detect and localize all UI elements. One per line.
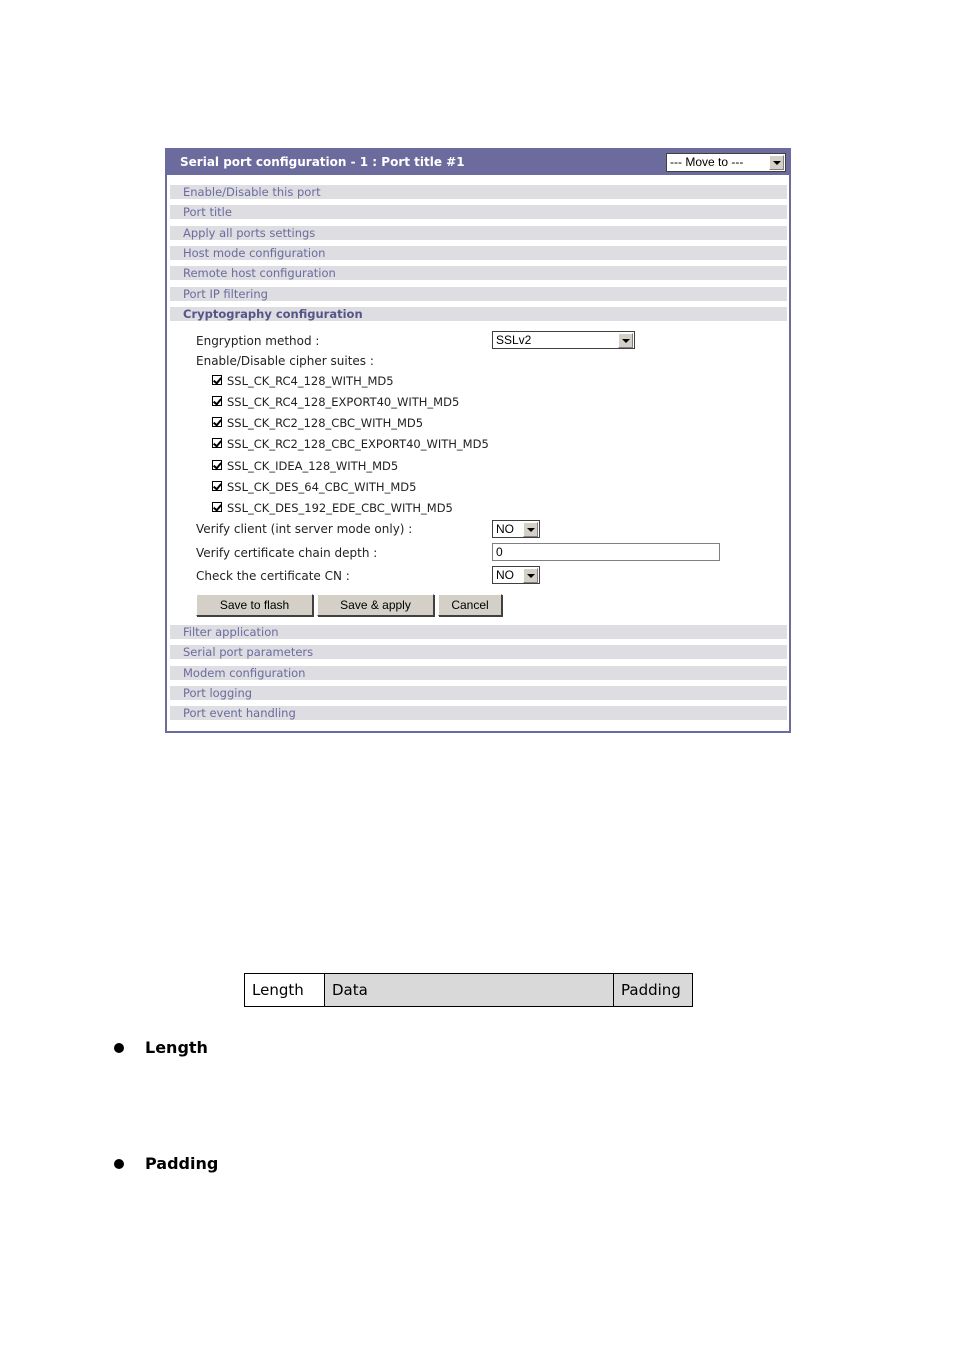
section-host-mode[interactable]: Host mode configuration	[170, 246, 787, 260]
cipher-label: SSL_CK_IDEA_128_WITH_MD5	[227, 459, 399, 473]
verify-client-value: NO	[496, 522, 514, 536]
verify-client-label: Verify client (int server mode only) :	[196, 522, 413, 536]
bullet-term-padding: Padding	[145, 1154, 219, 1173]
cipher-checkbox[interactable]	[212, 502, 222, 512]
serial-port-config-panel	[165, 148, 791, 733]
chevron-down-icon[interactable]	[618, 333, 633, 348]
section-serial-port-parameters[interactable]: Serial port parameters	[170, 645, 787, 659]
panel-title-bar	[167, 150, 789, 175]
save-and-apply-button[interactable]: Save & apply	[317, 594, 434, 616]
move-to-value: --- Move to ---	[670, 155, 744, 169]
section-apply-all-ports[interactable]: Apply all ports settings	[170, 226, 787, 240]
panel-title: Serial port configuration - 1 : Port title #1	[180, 155, 465, 169]
cipher-checkbox[interactable]	[212, 375, 222, 385]
encryption-method-label: Engryption method :	[196, 334, 320, 348]
chevron-down-icon[interactable]	[523, 522, 538, 537]
chain-depth-label: Verify certificate chain depth :	[196, 546, 378, 560]
cipher-suites-label: Enable/Disable cipher suites :	[196, 354, 374, 368]
frame-length-cell: Length	[245, 974, 325, 1007]
save-to-flash-button[interactable]: Save to flash	[196, 594, 313, 616]
frame-format-table	[244, 973, 693, 1007]
section-modem-configuration[interactable]: Modem configuration	[170, 666, 787, 680]
chain-depth-input[interactable]: 0	[492, 543, 720, 561]
chevron-down-icon[interactable]	[523, 568, 538, 583]
section-port-event-handling[interactable]: Port event handling	[170, 706, 787, 720]
cipher-checkbox[interactable]	[212, 396, 222, 406]
section-port-title[interactable]: Port title	[170, 205, 787, 219]
cipher-checkbox[interactable]	[212, 460, 222, 470]
section-port-ip-filtering[interactable]: Port IP filtering	[170, 287, 787, 301]
section-filter-application[interactable]: Filter application	[170, 625, 787, 639]
verify-client-select[interactable]	[492, 520, 540, 538]
encryption-method-select[interactable]	[492, 331, 635, 349]
cancel-button[interactable]: Cancel	[438, 594, 502, 616]
section-cryptography[interactable]: Cryptography configuration	[170, 307, 787, 321]
chevron-down-icon[interactable]	[769, 155, 784, 170]
cipher-label: SSL_CK_DES_64_CBC_WITH_MD5	[227, 480, 417, 494]
cipher-checkbox[interactable]	[212, 481, 222, 491]
section-port-logging[interactable]: Port logging	[170, 686, 787, 700]
bullet-icon	[114, 1043, 124, 1053]
cipher-checkbox[interactable]	[212, 438, 222, 448]
cipher-label: SSL_CK_RC4_128_WITH_MD5	[227, 374, 394, 388]
cipher-label: SSL_CK_DES_192_EDE_CBC_WITH_MD5	[227, 501, 453, 515]
table-row	[245, 974, 693, 1007]
cipher-label: SSL_CK_RC4_128_EXPORT40_WITH_MD5	[227, 395, 460, 409]
check-cn-label: Check the certificate CN :	[196, 569, 350, 583]
bullet-term-length: Length	[145, 1038, 208, 1057]
section-enable-disable-port[interactable]: Enable/Disable this port	[170, 185, 787, 199]
move-to-dropdown[interactable]	[666, 153, 786, 172]
cipher-label: SSL_CK_RC2_128_CBC_EXPORT40_WITH_MD5	[227, 437, 489, 451]
bullet-icon	[114, 1159, 124, 1169]
check-cn-select[interactable]	[492, 566, 540, 584]
frame-padding-cell: Padding	[614, 974, 693, 1007]
check-cn-value: NO	[496, 568, 514, 582]
section-remote-host[interactable]: Remote host configuration	[170, 266, 787, 280]
frame-data-cell: Data	[325, 974, 614, 1007]
cipher-label: SSL_CK_RC2_128_CBC_WITH_MD5	[227, 416, 424, 430]
encryption-method-value: SSLv2	[496, 333, 532, 347]
cipher-checkbox[interactable]	[212, 417, 222, 427]
